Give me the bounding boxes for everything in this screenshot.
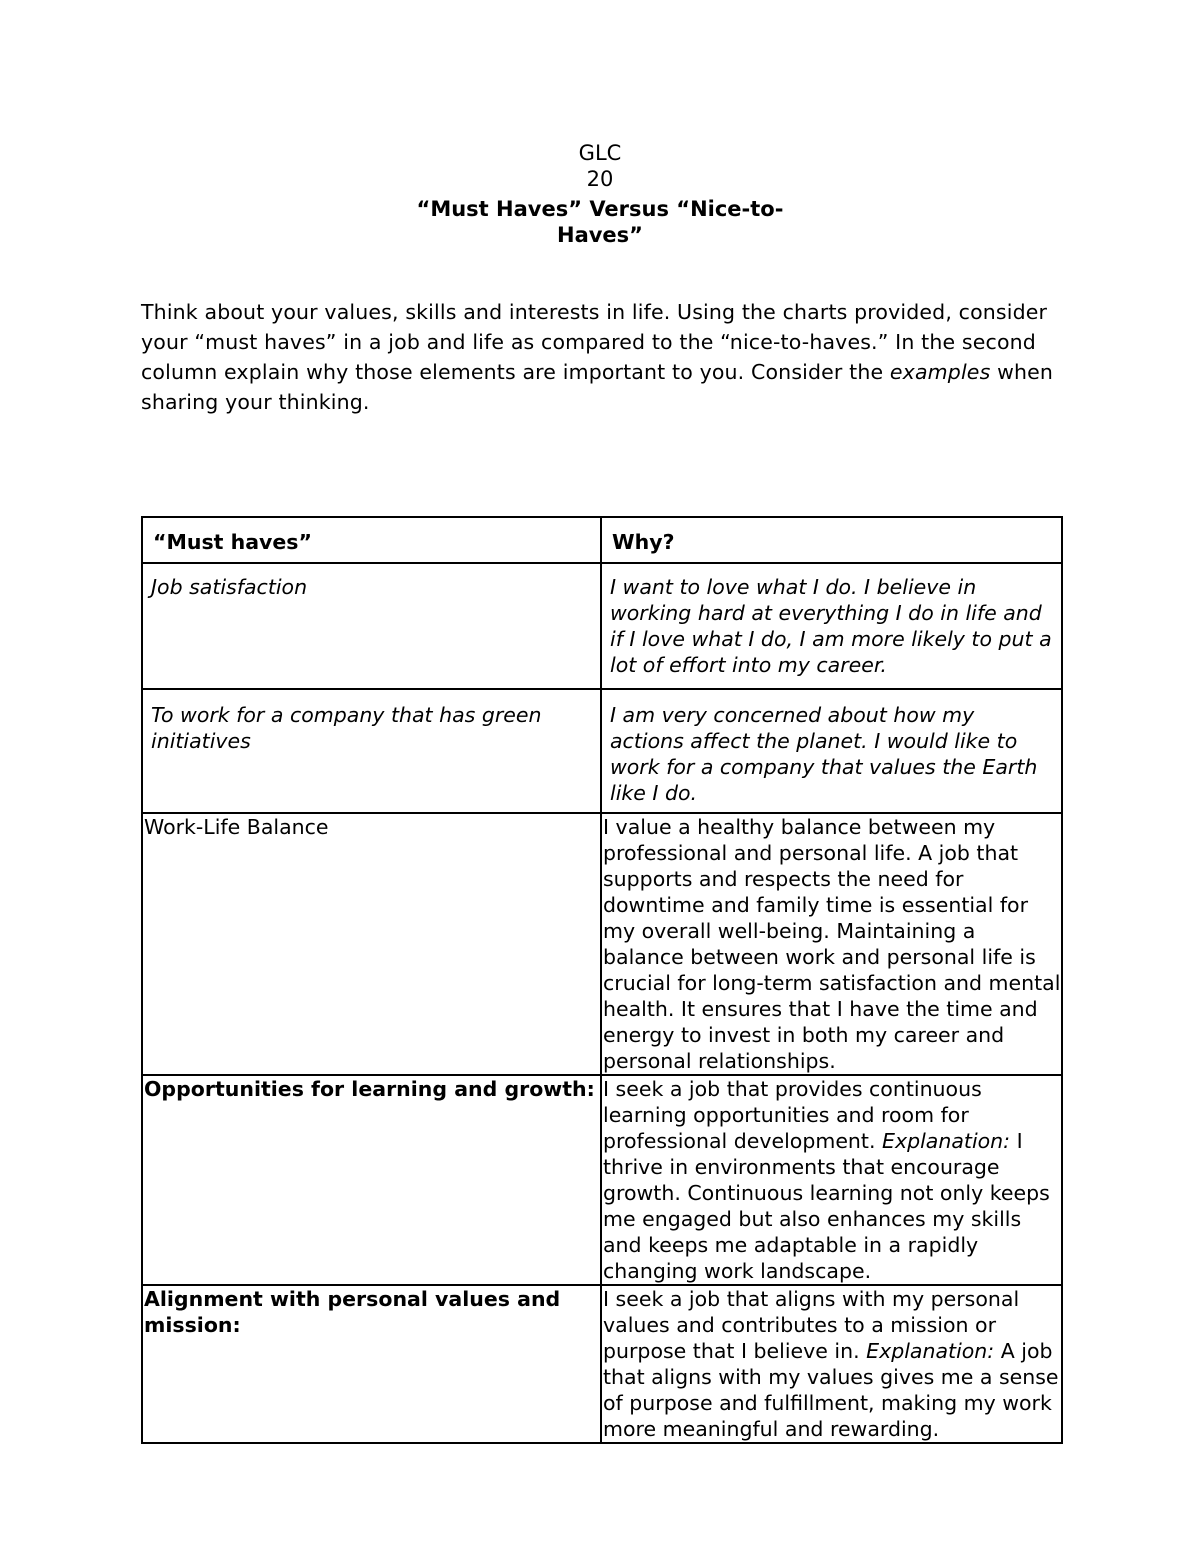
header-cell-why [601,517,1062,563]
why-text [602,1286,1061,1442]
course-number: 20 [586,167,614,191]
must-have-cell [142,1075,601,1285]
instructions-text-end: when sharing your thinking. [141,360,1054,414]
column-header-why: Why? [612,530,675,554]
explanation-label: Explanation: [866,1339,995,1363]
table-row [142,1285,1062,1443]
page-title: “Must Haves” Versus “Nice-to-Haves” [416,197,784,247]
must-have-cell [142,689,601,813]
why-cell [601,813,1062,1075]
title-block [0,140,1200,248]
why-text: I am very concerned about how my actions affect the planet. I would like to work for a company that values the Earth like I do. [610,703,1038,805]
why-cell [601,1285,1062,1443]
header-cell-must-haves [142,517,601,563]
table-header-row [142,517,1062,563]
must-have-text: Alignment with personal values and mission: [144,1287,561,1337]
why-text-part: I seek a job that provides continuous learning opportunities and room for professional development. [603,1077,982,1153]
explanation-label: Explanation: [882,1129,1011,1153]
instructions-emphasis: examples [889,360,991,384]
must-have-text: Job satisfaction [151,575,308,599]
table-row [142,1075,1062,1285]
table-row [142,563,1062,689]
must-have-cell [142,1285,601,1443]
why-text: I value a healthy balance between my professional and personal life. A job that supports and respects the need for downtime and family time is essential for my overall well-being. Maintaining a balance between work and personal life is crucial for long-term satisfaction and mental health. It ensures that I have the time and energy to invest in both my career and personal relationships. [603,815,1061,1073]
why-text [602,1076,1061,1284]
why-text-part: I seek a job that aligns with my personal values and contributes to a mission or purpose that I believe in. [603,1287,1020,1363]
must-haves-table [141,516,1063,1444]
why-cell [601,563,1062,689]
must-have-text: Work-Life Balance [144,815,329,839]
instructions-paragraph [141,297,1061,417]
why-text-part: I thrive in environments that encourage growth. Continuous learning not only keeps me engaged but also enhances my skills and keeps me adaptable in a rapidly changing work landscape. [603,1129,1050,1283]
why-cell [601,1075,1062,1285]
must-have-text: Opportunities for learning and growth: [144,1077,595,1101]
why-cell [601,689,1062,813]
why-text: I want to love what I do. I believe in working hard at everything I do in life and if I love what I do, I am more likely to put a lot of effort into my career. [610,575,1052,677]
instructions-text: Think about your values, skills and interests in life. Using the charts provided, consider your “must haves” in a job and life as compared to the “nice-to-haves.” In the second column explain why those elements are important to you. Consider the [141,300,1048,384]
table-row [142,813,1062,1075]
why-text-part: A job that aligns with my values gives me a sense of purpose and fulfillment, making my work more meaningful and rewarding. [603,1339,1059,1441]
must-have-text: To work for a company that has green initiatives [151,703,542,753]
must-have-cell [142,563,601,689]
course-code: GLC [578,141,622,165]
column-header-must-haves: “Must haves” [153,530,312,554]
table-row [142,689,1062,813]
must-have-cell [142,813,601,1075]
